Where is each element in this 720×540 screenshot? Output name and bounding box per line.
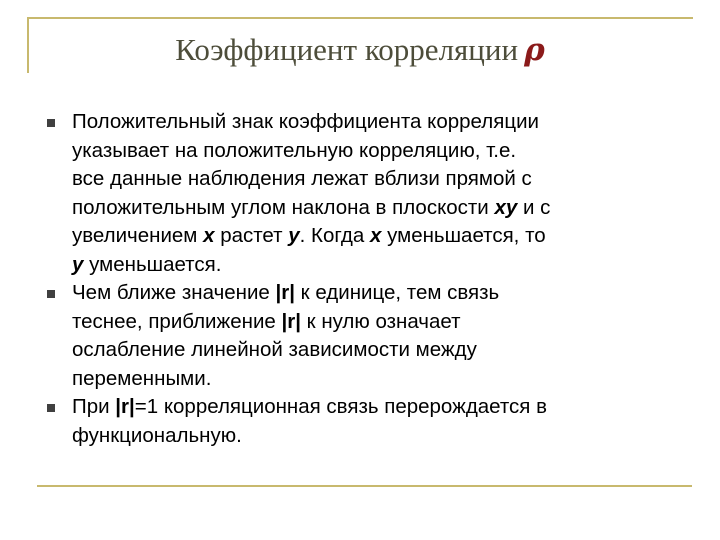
variable-xy: xy bbox=[494, 195, 518, 219]
text-segment: =1 корреляционная связь перерождается в bbox=[134, 395, 547, 418]
text-line bbox=[72, 336, 684, 365]
abs-r: |r| bbox=[115, 395, 135, 418]
text-line bbox=[72, 365, 684, 394]
variable-x: x bbox=[369, 224, 382, 247]
text-segment: Чем ближе значение bbox=[72, 281, 276, 304]
text-segment: функциональную. bbox=[72, 423, 242, 447]
text-segment: увеличением bbox=[72, 224, 204, 247]
square-bullet-icon bbox=[47, 290, 55, 298]
square-bullet-icon bbox=[47, 119, 55, 127]
square-bullet-icon bbox=[47, 404, 55, 412]
text-segment: переменными. bbox=[72, 366, 212, 390]
bullet-item-closeness bbox=[44, 279, 684, 393]
text-segment: к единице, тем связь bbox=[294, 281, 500, 304]
bullet-item-functional bbox=[44, 393, 684, 450]
rho-symbol: ρ bbox=[524, 32, 545, 68]
title-text: Коэффициент корреляции bbox=[175, 32, 519, 67]
abs-r: |r| bbox=[275, 281, 295, 304]
text-segment: теснее, приближение bbox=[72, 309, 282, 333]
text-segment: указывает на положительную корреляцию, т.е. bbox=[72, 138, 517, 162]
text-line bbox=[72, 194, 684, 223]
text-segment: растет bbox=[214, 224, 289, 247]
top-rule bbox=[27, 17, 693, 19]
text-segment: уменьшается, то bbox=[381, 224, 546, 247]
text-segment: и с bbox=[517, 195, 551, 219]
text-line bbox=[72, 251, 684, 280]
text-segment: Положительный знак коэффициента корреляции bbox=[72, 110, 539, 133]
text-line bbox=[72, 108, 684, 137]
text-segment: положительным углом наклона в плоскости bbox=[72, 195, 495, 219]
bullet-item-positive-sign bbox=[44, 108, 684, 279]
variable-y: y bbox=[72, 252, 84, 276]
text-segment: ослабление линейной зависимости между bbox=[72, 338, 477, 361]
text-line bbox=[72, 137, 684, 166]
slide-title bbox=[0, 32, 720, 68]
abs-r: |r| bbox=[281, 309, 301, 333]
text-line bbox=[72, 222, 684, 251]
text-segment: При bbox=[72, 395, 116, 418]
text-line bbox=[72, 165, 684, 194]
variable-x: x bbox=[203, 224, 215, 247]
bottom-rule bbox=[37, 485, 692, 487]
bullet-list bbox=[44, 108, 684, 450]
variable-y: y bbox=[288, 224, 300, 247]
text-line bbox=[72, 308, 684, 337]
text-segment: . Когда bbox=[299, 224, 370, 247]
text-segment: уменьшается. bbox=[83, 252, 222, 276]
text-line bbox=[72, 393, 684, 422]
text-line bbox=[72, 422, 684, 451]
text-segment: все данные наблюдения лежат вблизи прямой с bbox=[72, 167, 532, 190]
text-segment: к нулю означает bbox=[300, 309, 461, 333]
text-line bbox=[72, 279, 684, 308]
